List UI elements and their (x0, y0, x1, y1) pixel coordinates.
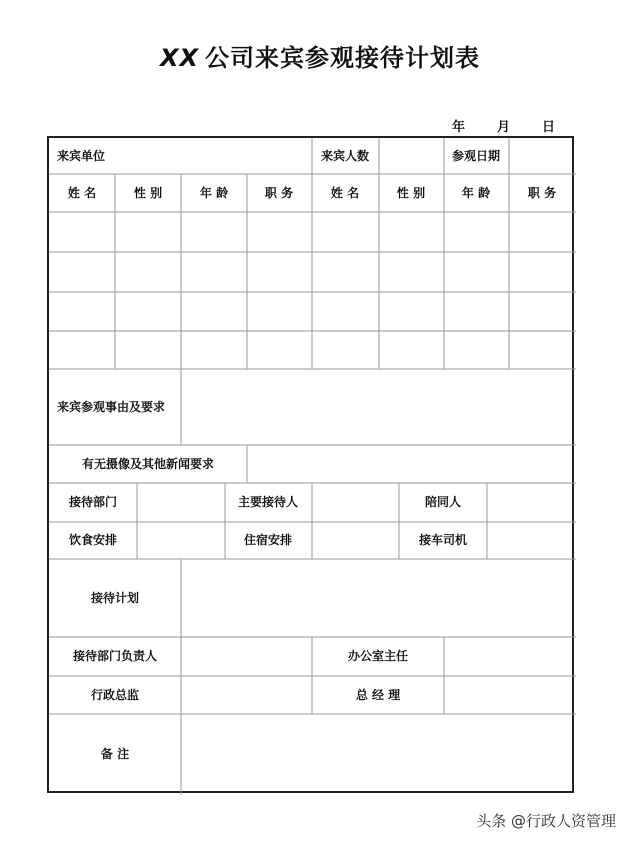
reception-form (47, 136, 574, 793)
col-gender-2: 性 别 (396, 186, 426, 200)
page-title (0, 38, 640, 73)
reception-plan-label: 接待计划 (90, 591, 140, 605)
guest-count-label: 来宾人数 (320, 149, 370, 163)
dept-head-label: 接待部门负责人 (72, 649, 158, 663)
remarks-label: 备 注 (100, 747, 130, 761)
col-gender-1: 性 别 (133, 186, 163, 200)
visit-reason-label: 来宾参观事由及要求 (57, 400, 166, 414)
general-manager-label: 总 经 理 (355, 688, 401, 702)
col-age-1: 年 龄 (199, 186, 229, 200)
catering-label: 饮食安排 (68, 533, 118, 547)
col-position-2: 职 务 (527, 186, 557, 200)
admin-director-label: 行政总监 (90, 688, 140, 702)
col-name-2: 姓 名 (330, 186, 360, 200)
date-year-label: 年 (452, 120, 466, 135)
col-age-2: 年 龄 (461, 186, 491, 200)
main-receptionist-label: 主要接待人 (237, 495, 299, 509)
title-main: 公司来宾参观接待计划表 (205, 44, 480, 72)
media-label: 有无摄像及其他新闻要求 (81, 457, 215, 471)
title-prefix: XX (159, 44, 199, 72)
office-director-label: 办公室主任 (347, 649, 409, 663)
visit-date-label: 参观日期 (451, 149, 501, 163)
lodging-label: 住宿安排 (243, 533, 293, 547)
accompany-label: 陪同人 (424, 495, 462, 509)
col-position-1: 职 务 (264, 186, 294, 200)
reception-dept-label: 接待部门 (68, 495, 118, 509)
date-line (440, 116, 570, 136)
col-name-1: 姓 名 (67, 186, 97, 200)
guest-unit-label: 来宾单位 (57, 149, 106, 163)
date-day-label: 日 (542, 120, 556, 135)
date-month-label: 月 (497, 120, 511, 135)
driver-label: 接车司机 (418, 533, 468, 547)
watermark: 头条 @行政人资管理 (476, 812, 616, 830)
